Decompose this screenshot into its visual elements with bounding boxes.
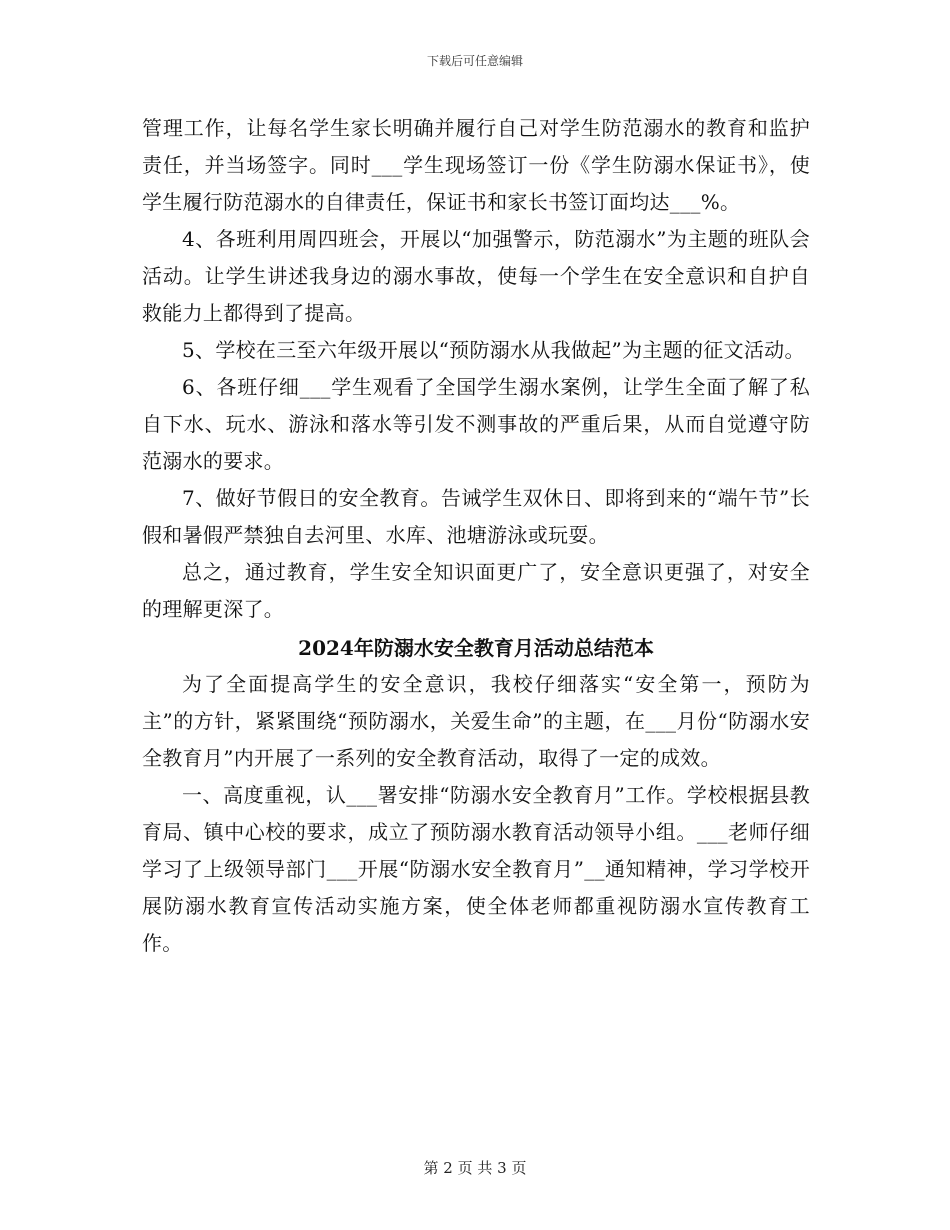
paragraph-summary: 总之，通过教育，学生安全知识面更广了，安全意识更强了，对安全的理解更深了。 <box>142 560 810 621</box>
section-title: 2024年防溺水安全教育月活动总结范本 <box>298 636 654 660</box>
paragraph-item-4: 4、各班利用周四班会，开展以“加强警示，防范溺水”为主题的班队会活动。让学生讲述我身边的溺水事故，使每一个学生在安全意识和自护自救能力上都得到了提高。 <box>142 227 810 325</box>
page-header: 下载后可任意编辑 <box>426 54 523 68</box>
paragraph-item-6: 6、各班仔细___学生观看了全国学生溺水案例，让学生全面了解了私自下水、玩水、游泳和落水等引发不测事故的严重后果，从而自觉遵守防范溺水的要求。 <box>142 375 810 473</box>
paragraph-section-one: 一、高度重视，认___署安排“防溺水安全教育月”工作。学校根据县教育局、镇中心校的要求，成立了预防溺水教育活动领导小组。___老师仔细学习了上级领导部门___开展“防溺水安全教育月”__通知精神，学习学校开展防溺水教育宣传活动实施方案，使全体老师都重视防溺水宣传教育工作。 <box>142 783 810 955</box>
page-footer: 第 2 页 共 3 页 <box>423 1159 527 1177</box>
document-body <box>142 110 810 962</box>
paragraph-item-7: 7、做好节假日的安全教育。告诫学生双休日、即将到来的“端午节”长假和暑假严禁独自去河里、水库、池塘游泳或玩耍。 <box>142 486 810 547</box>
paragraph-intro: 为了全面提高学生的安全意识，我校仔细落实“安全第一，预防为主”的方针，紧紧围绕“预防溺水，关爱生命”的主题，在___月份“防溺水安全教育月”内开展了一系列的安全教育活动，取得了一定的成效。 <box>142 672 810 770</box>
paragraph-continuation: 管理工作，让每名学生家长明确并履行自己对学生防范溺水的教育和监护责任，并当场签字。同时___学生现场签订一份《学生防溺水保证书》，使学生履行防范溺水的自律责任，保证书和家长书签订面均达___%。 <box>142 116 810 214</box>
paragraph-item-5: 5、学校在三至六年级开展以“预防溺水从我做起”为主题的征文活动。 <box>182 338 805 362</box>
